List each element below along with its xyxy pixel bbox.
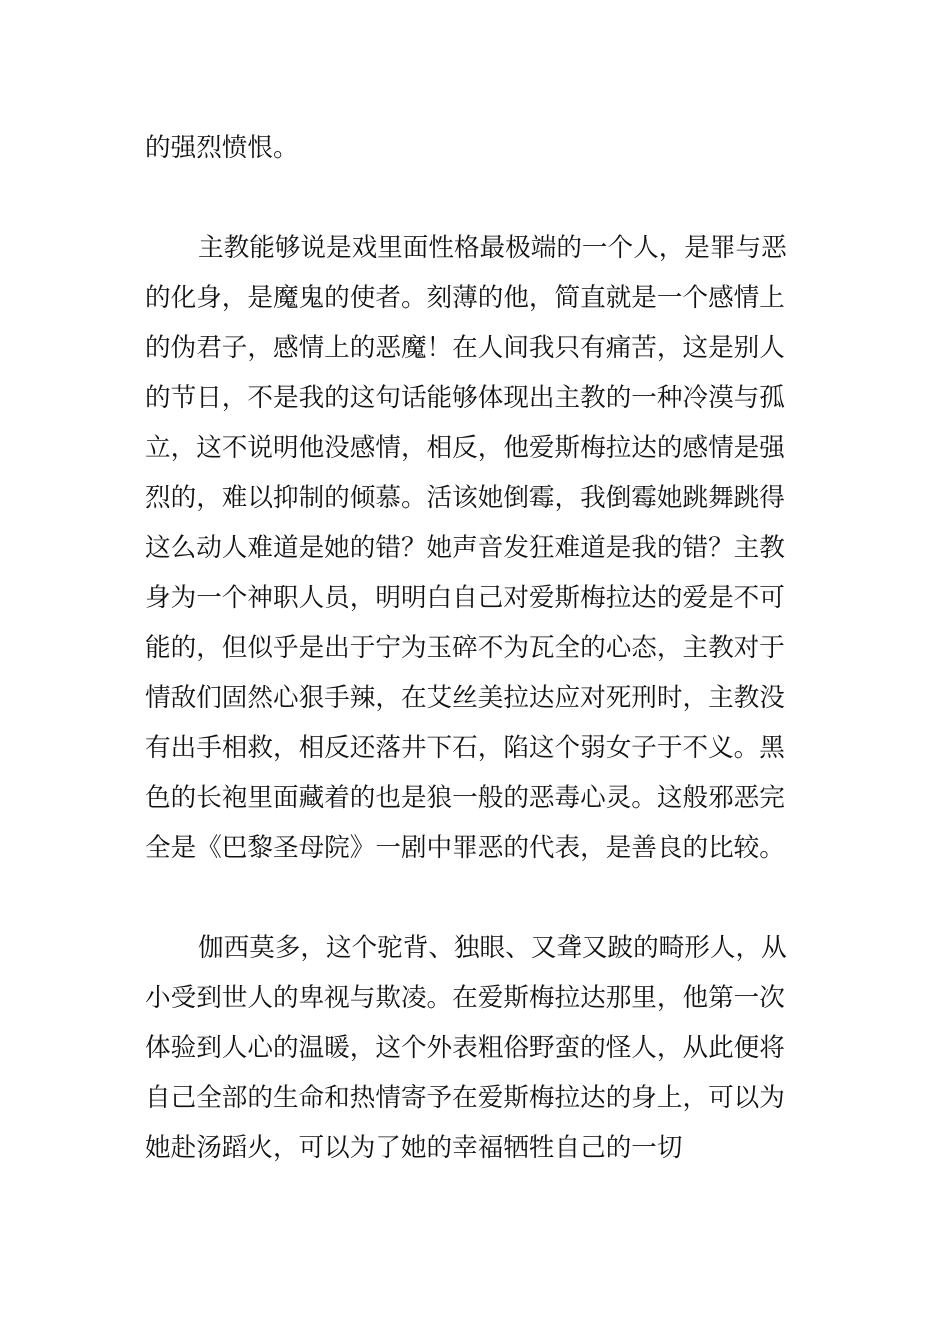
text-line: 体验到人心的温暖，这个外表粗俗野蛮的怪人，从此便将: [145, 1033, 785, 1063]
text-line: 能的，但似乎是出于宁为玉碎不为瓦全的心态，主教对于: [145, 633, 785, 663]
text-line: 身为一个神职人员，明明白自己对爱斯梅拉达的爱是不可: [145, 583, 785, 613]
text-line: 烈的，难以抑制的倾慕。活该她倒霉，我倒霉她跳舞跳得: [145, 483, 785, 513]
text-line: 这么动人难道是她的错？她声音发狂难道是我的错？主教: [145, 533, 785, 563]
text-line: 主教能够说是戏里面性格最极端的一个人，是罪与恶: [198, 233, 787, 263]
text-line: 色的长袍里面藏着的也是狼一般的恶毒心灵。这般邪恶完: [145, 783, 785, 813]
text-line: 的化身，是魔鬼的使者。刻薄的他，简直就是一个感情上: [145, 283, 785, 313]
text-line: 立，这不说明他没感情，相反，他爱斯梅拉达的感情是强: [145, 433, 785, 463]
text-line: 有出手相救，相反还落井下石，陷这个弱女子于不义。黑: [145, 733, 785, 763]
text-line: 情敌们固然心狠手辣，在艾丝美拉达应对死刑时，主教没: [145, 683, 785, 713]
text-line: 小受到世人的卑视与欺凌。在爱斯梅拉达那里，他第一次: [145, 983, 785, 1013]
text-line: 的伪君子，感情上的恶魔！在人间我只有痛苦，这是别人: [145, 333, 785, 363]
text-line: 伽西莫多，这个驼背、独眼、又聋又跛的畸形人，从: [198, 933, 787, 963]
text-line: 的强烈愤恨。: [145, 133, 299, 163]
text-line: 的节日，不是我的这句话能够体现出主教的一种冷漠与孤: [145, 383, 785, 413]
text-line: 全是《巴黎圣母院》一剧中罪恶的代表，是善良的比较。: [145, 833, 785, 863]
text-line: 自己全部的生命和热情寄予在爱斯梅拉达的身上，可以为: [145, 1083, 785, 1113]
text-line: 她赴汤蹈火，可以为了她的幸福牺牲自己的一切: [145, 1133, 683, 1163]
